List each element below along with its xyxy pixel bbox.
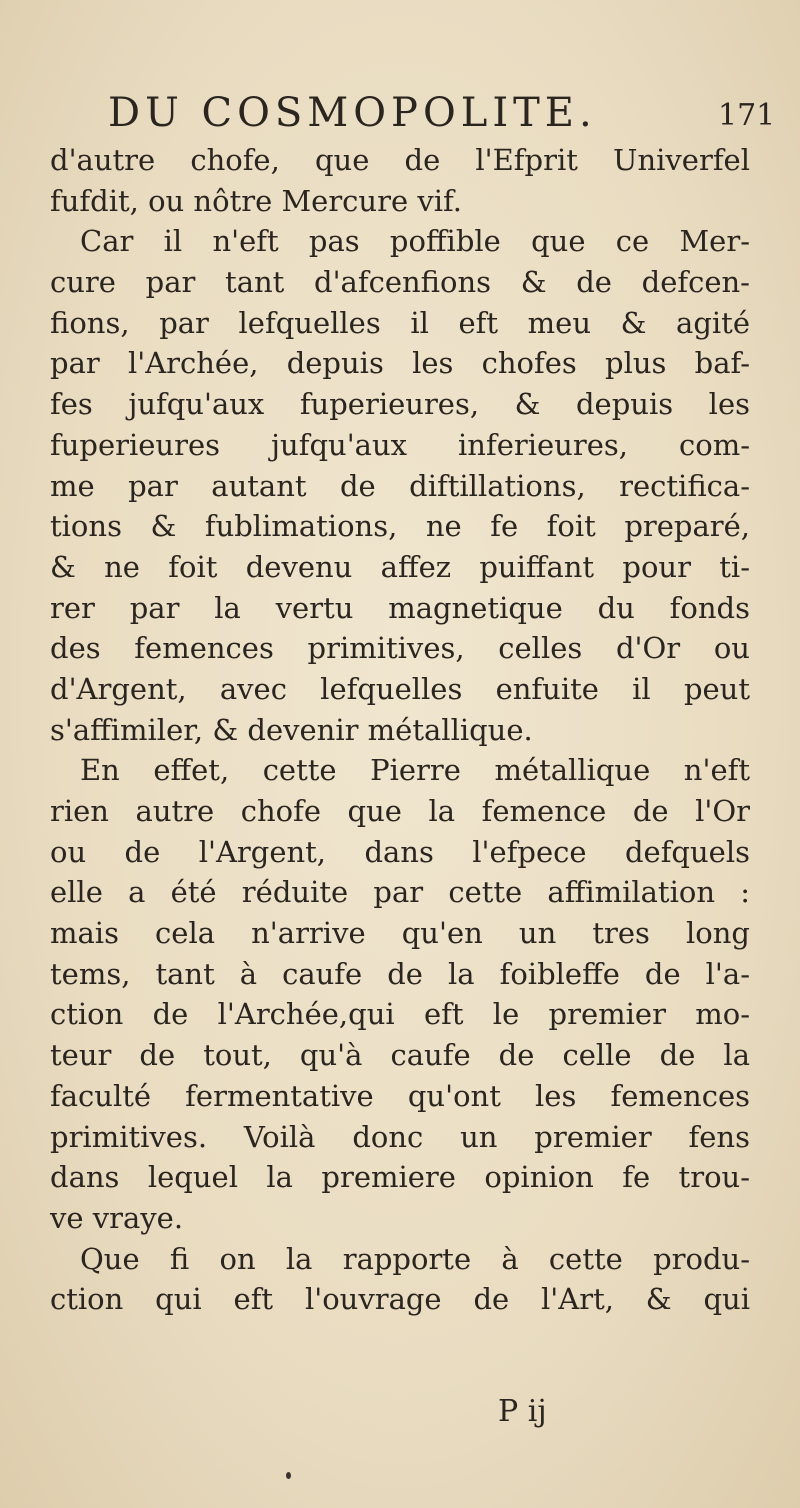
text-line: ction de l'Archée,qui eft le premier mo- <box>50 997 750 1032</box>
text-line: primitives. Voilà donc un premier fens <box>50 1119 750 1154</box>
text-line: tions & fublimations, ne fe foit preparé, <box>50 509 750 544</box>
text-line: En effet, cette Pierre métallique n'eft <box>80 753 750 788</box>
text-line: ction qui eft l'ouvrage de l'Art, & qui <box>50 1282 750 1317</box>
running-head: DU COSMOPOLITE. <box>108 90 597 136</box>
text-line: Que fi on la rapporte à cette produ- <box>80 1241 750 1276</box>
text-line: & ne foit devenu affez puiffant pour ti- <box>50 549 750 584</box>
text-line: Car il n'eft pas poffible que ce Mer- <box>80 224 750 259</box>
text-line: tems, tant à caufe de la foibleffe de l'a- <box>50 956 750 991</box>
text-line: des femences primitives, celles d'Or ou <box>50 631 750 666</box>
text-line: d'autre chofe, que de l'Efprit Univerfel <box>50 143 750 177</box>
text-line: par l'Archée, depuis les chofes plus baf- <box>50 346 750 381</box>
text-line: d'Argent, avec lefquelles enfuite il peut <box>50 671 750 706</box>
text-line: s'affimiler, & devenir métallique. <box>50 712 533 747</box>
text-line: ve vraye. <box>50 1200 184 1235</box>
text-line: elle a été réduite par cette affimilation : <box>50 875 750 910</box>
text-line: fufdit, ou nôtre Mercure vif. <box>50 183 462 218</box>
text-line: mais cela n'arrive qu'en un tres long <box>50 916 750 951</box>
text-line: ou de l'Argent, dans l'efpece defquels <box>50 834 750 869</box>
page-header <box>0 88 800 138</box>
signature-mark: P ij <box>498 1394 547 1429</box>
text-body <box>50 140 750 1320</box>
text-line: fes jufqu'aux fuperieures, & depuis les <box>50 387 750 422</box>
text-line: faculté fermentative qu'ont les femences <box>50 1078 750 1113</box>
ink-speck <box>286 1472 291 1479</box>
text-line: rien autre chofe que la femence de l'Or <box>50 794 750 828</box>
text-line: me par autant de diftillations, rectifica- <box>50 468 750 503</box>
text-line: cure par tant d'afcenfions & de defcen- <box>50 265 750 300</box>
text-line: fions, par lefquelles il eft meu & agité <box>50 305 750 340</box>
text-line: teur de tout, qu'à caufe de celle de la <box>50 1038 750 1073</box>
page-number: 171 <box>718 98 776 133</box>
text-line: dans lequel la premiere opinion fe trou- <box>50 1160 750 1195</box>
text-line: fuperieures jufqu'aux inferieures, com- <box>50 427 750 462</box>
text-line: rer par la vertu magnetique du fonds <box>50 590 750 625</box>
